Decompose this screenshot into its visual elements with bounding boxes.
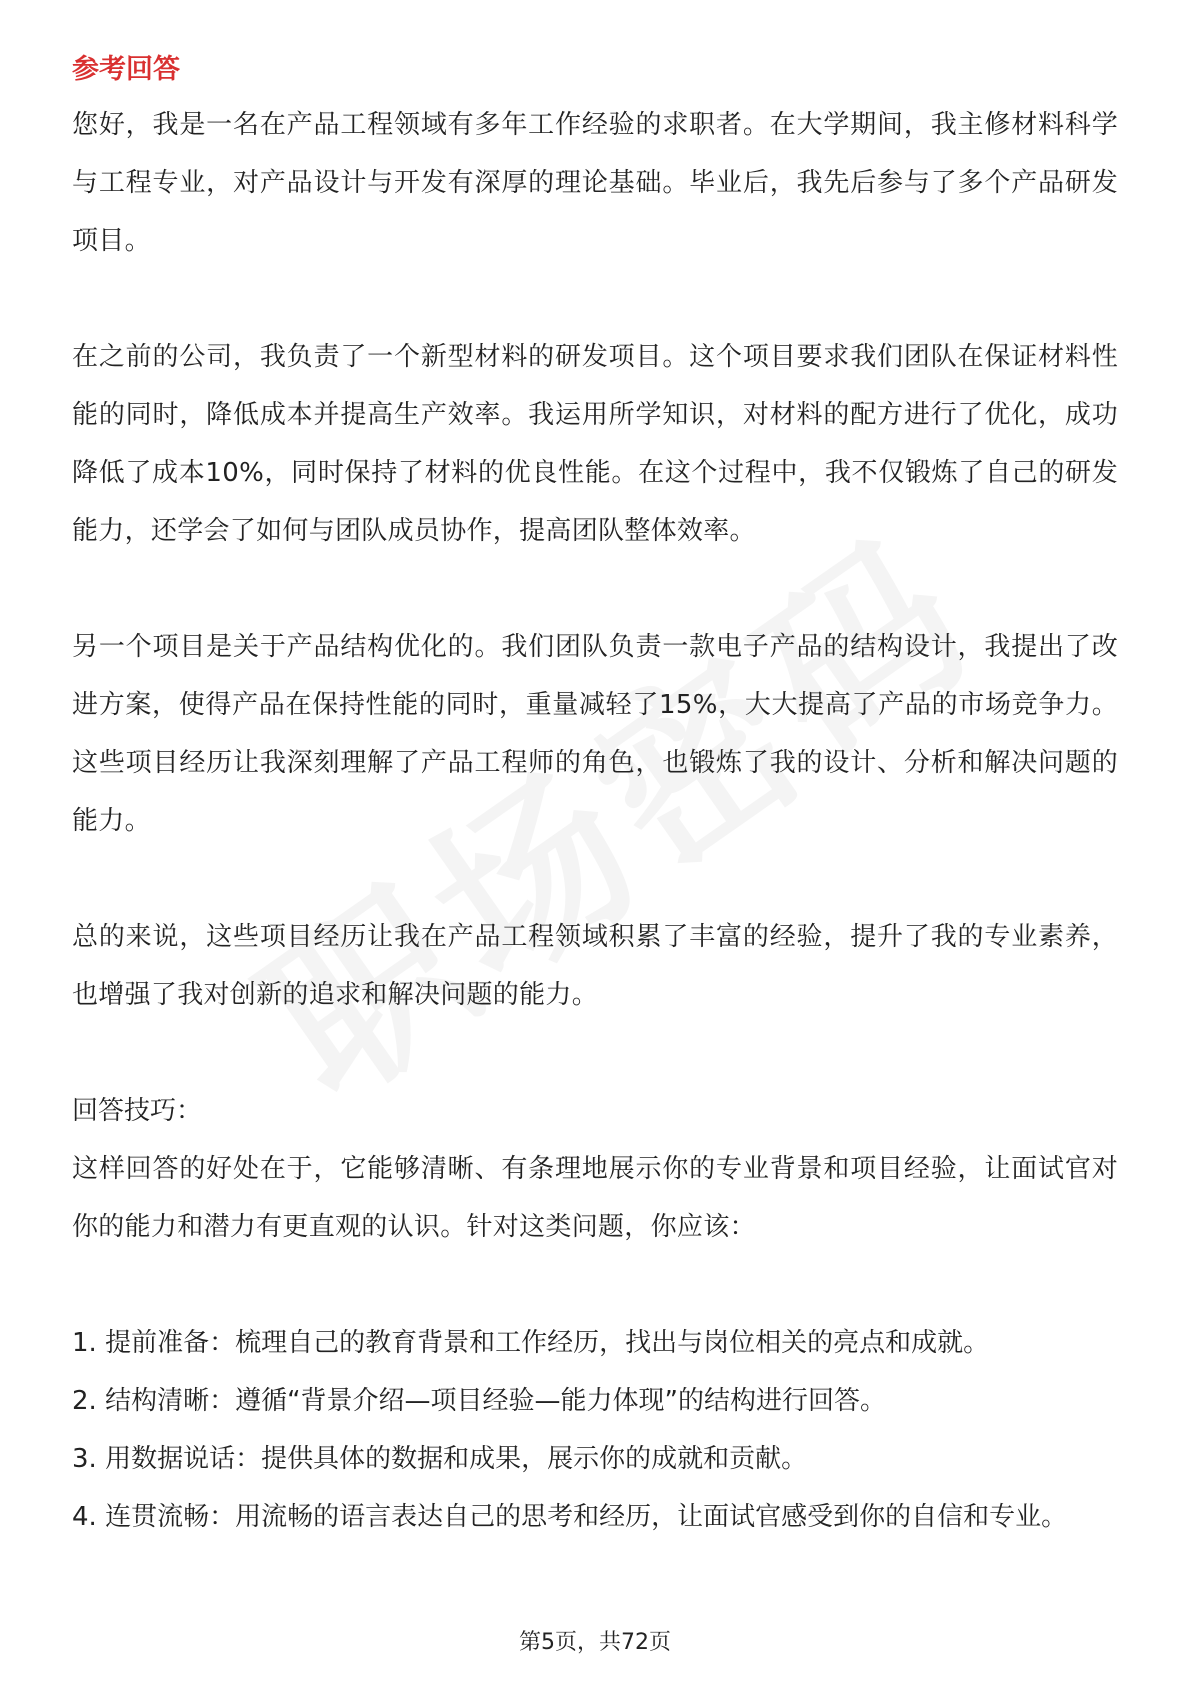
paragraph-gap	[72, 560, 1118, 618]
paragraph-gap	[72, 1024, 1118, 1082]
tips-list-item: 1. 提前准备：梳理自己的教育背景和工作经历，找出与岗位相关的亮点和成就。	[72, 1328, 990, 1358]
tips-list-item: 2. 结构清晰：遵循“背景介绍—项目经验—能力体现”的结构进行回答。	[72, 1386, 887, 1416]
tips-list-item: 3. 用数据说话：提供具体的数据和成果，展示你的成就和贡献。	[72, 1444, 808, 1474]
tips-intro: 这样回答的好处在于，它能够清晰、有条理地展示你的专业背景和项目经验，让面试官对你的能力和潜力有更直观的认识。针对这类问题，你应该：	[72, 1154, 1118, 1242]
answer-content	[72, 96, 1118, 1546]
tips-list	[72, 1314, 1118, 1546]
paragraph-project-2: 另一个项目是关于产品结构优化的。我们团队负责一款电子产品的结构设计，我提出了改进方案，使得产品在保持性能的同时，重量减轻了15%，大大提高了产品的市场竞争力。这些项目经历让我深刻理解了产品工程师的角色，也锻炼了我的设计、分析和解决问题的能力。	[72, 632, 1118, 836]
paragraph-gap	[72, 850, 1118, 908]
paragraph-gap	[72, 1256, 1118, 1314]
tips-title: 回答技巧：	[72, 1096, 203, 1126]
paragraph-intro: 您好，我是一名在产品工程领域有多年工作经验的求职者。在大学期间，我主修材料科学与工程专业，对产品设计与开发有深厚的理论基础。毕业后，我先后参与了多个产品研发项目。	[72, 110, 1118, 256]
paragraph-gap	[72, 270, 1118, 328]
paragraph-project-1: 在之前的公司，我负责了一个新型材料的研发项目。这个项目要求我们团队在保证材料性能的同时，降低成本并提高生产效率。我运用所学知识，对材料的配方进行了优化，成功降低了成本10%，同时保持了材料的优良性能。在这个过程中，我不仅锻炼了自己的研发能力，还学会了如何与团队成员协作，提高团队整体效率。	[72, 342, 1118, 546]
paragraph-summary: 总的来说，这些项目经历让我在产品工程领域积累了丰富的经验，提升了我的专业素养，也增强了我对创新的追求和解决问题的能力。	[72, 922, 1118, 1010]
page-number: 第5页，共72页	[519, 1630, 671, 1655]
tips-list-item: 4. 连贯流畅：用流畅的语言表达自己的思考和经历，让面试官感受到你的自信和专业。	[72, 1502, 1068, 1532]
section-heading: 参考回答	[72, 54, 180, 85]
